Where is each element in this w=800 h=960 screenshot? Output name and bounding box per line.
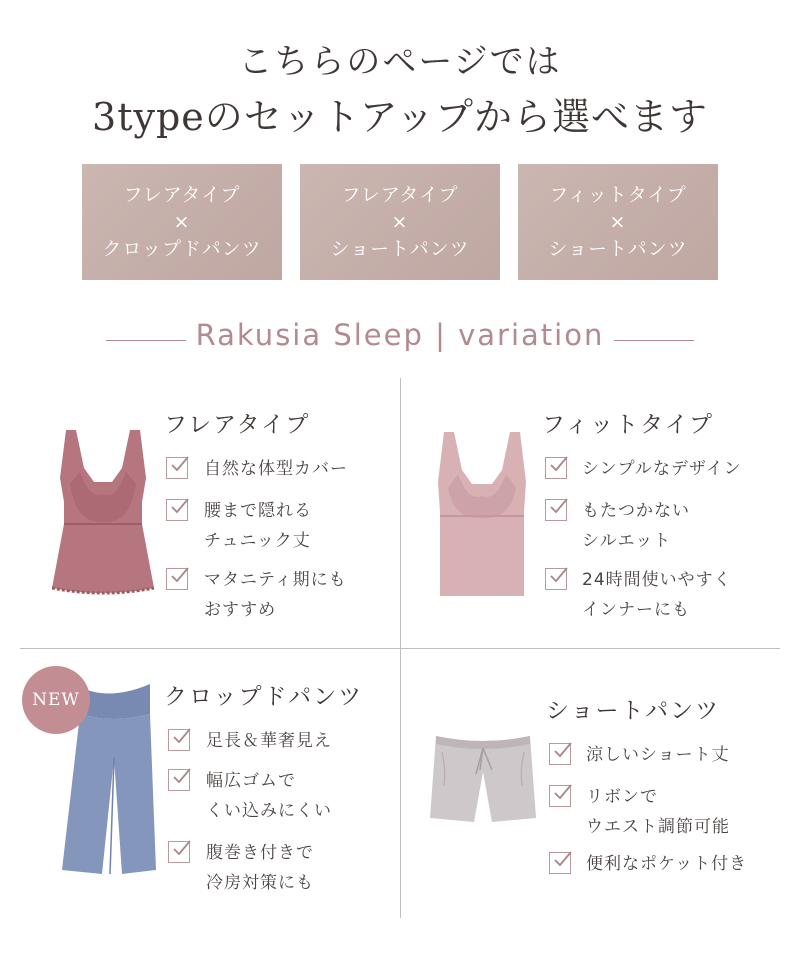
type-box-top: フレアタイプ (123, 183, 241, 206)
type-box-fit-shorts (518, 164, 718, 280)
type-box-bottom: ショートパンツ (330, 237, 470, 260)
feature-line: 自然な体型カバー (204, 459, 348, 479)
check-icon (545, 568, 567, 590)
type-box-bottom: ショートパンツ (548, 237, 688, 260)
variation-title: Rakusia Sleep | variation (195, 318, 605, 352)
check-icon (168, 729, 190, 751)
new-badge: NEW (22, 666, 90, 734)
page-heading-line1: こちらのページでは (238, 42, 562, 82)
feature-fit-3 (582, 565, 732, 625)
type-box-mid: × (173, 210, 191, 233)
page-heading-line2: 3typeのセットアップから選べます (92, 95, 708, 139)
feature-line: シルエット (582, 531, 672, 551)
type-box-flare-cropped (82, 164, 282, 280)
divider-right (614, 340, 694, 341)
check-icon (166, 568, 188, 590)
type-box-top: フレアタイプ (341, 183, 459, 206)
feature-shorts-3 (586, 849, 747, 879)
check-icon (549, 785, 571, 807)
cell-title-shorts: ショートパンツ (546, 698, 721, 724)
cell-title-fit: フィットタイプ (542, 412, 715, 438)
feature-flare-2 (204, 496, 312, 556)
feature-line: おすすめ (204, 600, 277, 620)
feature-shorts-2 (586, 782, 730, 842)
check-icon (166, 457, 188, 479)
feature-flare-1 (204, 454, 348, 484)
feature-line: ウエスト調節可能 (586, 817, 730, 837)
grid-divider-horizontal (20, 648, 780, 649)
feature-line: 腹巻き付きで (206, 843, 314, 863)
feature-cropped-2 (206, 766, 332, 826)
feature-flare-3 (204, 565, 347, 625)
feature-line: 便利なポケット付き (586, 854, 748, 874)
check-icon (168, 841, 190, 863)
feature-fit-1 (582, 454, 742, 484)
cell-title-cropped: クロップドパンツ (164, 684, 364, 710)
feature-line: シンプルなデザイン (582, 459, 742, 479)
flare-top-image (50, 428, 156, 598)
feature-line: リボンで (586, 787, 658, 807)
feature-fit-2 (582, 496, 690, 556)
feature-line: マタニティ期にも (204, 570, 347, 590)
feature-cropped-3 (206, 838, 314, 898)
type-box-top: フィットタイプ (549, 183, 687, 206)
feature-line: 24時間使いやすく (582, 570, 732, 590)
type-box-mid: × (609, 210, 627, 233)
check-icon (545, 457, 567, 479)
check-icon (549, 852, 571, 874)
feature-line: 足長＆華奢見え (206, 731, 332, 751)
cell-title-flare: フレアタイプ (164, 412, 311, 438)
type-box-mid: × (391, 210, 409, 233)
type-box-flare-shorts (300, 164, 500, 280)
check-icon (549, 743, 571, 765)
feature-line: チュニック丈 (204, 531, 311, 551)
check-icon (166, 499, 188, 521)
feature-line: 幅広ゴムで (206, 771, 296, 791)
feature-line: くい込みにくい (206, 801, 332, 821)
feature-cropped-1 (206, 726, 332, 756)
feature-line: インナーにも (582, 600, 690, 620)
check-icon (545, 499, 567, 521)
shorts-image (428, 730, 538, 826)
feature-line: 涼しいショート丈 (586, 745, 730, 765)
feature-line: もたつかない (582, 501, 690, 521)
fit-top-image (432, 430, 532, 598)
type-box-bottom: クロップドパンツ (102, 237, 262, 260)
feature-line: 腰まで隠れる (204, 501, 312, 521)
feature-shorts-1 (586, 740, 730, 770)
check-icon (168, 769, 190, 791)
feature-line: 冷房対策にも (206, 873, 314, 893)
